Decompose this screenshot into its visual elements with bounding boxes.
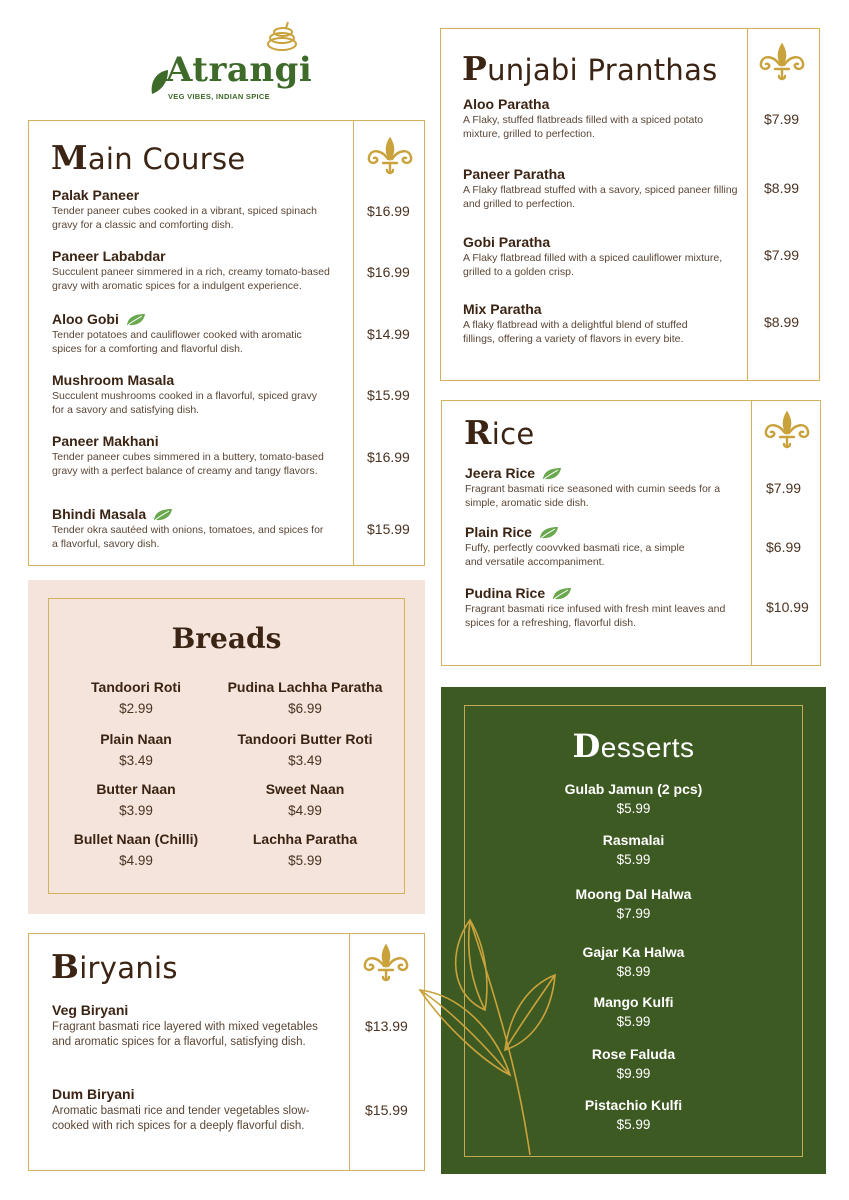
vegan-leaf-icon	[125, 313, 147, 327]
item-name: Aloo Gobi	[52, 311, 119, 327]
brand-tagline: VEG VIBES, INDIAN SPICE	[168, 92, 270, 101]
menu-item	[52, 187, 322, 232]
bread-name: Butter Naan	[96, 781, 176, 797]
vegan-leaf-icon	[538, 526, 560, 540]
item-name: Veg Biryani	[52, 1002, 129, 1018]
item-name: Paneer Paratha	[463, 166, 565, 182]
item-name: Gobi Paratha	[463, 234, 551, 250]
item-desc: Tender okra sautéed with onions, tomatoes, and spices for a flavorful, savory dish.	[52, 524, 324, 550]
main-course-section	[28, 120, 425, 566]
dessert-name: Gulab Jamun (2 pcs)	[564, 781, 703, 797]
menu-item	[52, 433, 327, 478]
bread-name: Lachha Paratha	[252, 831, 358, 847]
bread-price: $4.99	[119, 853, 153, 868]
item-price: $10.99	[766, 599, 809, 615]
bread-item	[225, 831, 385, 868]
item-desc: Aromatic basmati rice and tender vegetables slow-cooked with rich spices for a deeply flavorful dish.	[52, 1105, 310, 1132]
bread-item	[56, 831, 216, 868]
dessert-price: $5.99	[616, 1014, 651, 1029]
bread-price: $3.99	[119, 803, 153, 818]
menu-item	[465, 465, 730, 510]
menu-item	[52, 1002, 322, 1050]
brand-logo	[148, 20, 313, 101]
item-name: Pudina Rice	[465, 585, 546, 601]
bread-name: Pudina Lachha Paratha	[227, 679, 383, 695]
dessert-name: Moong Dal Halwa	[575, 886, 692, 902]
bread-item	[225, 679, 385, 716]
dessert-item	[441, 832, 826, 867]
item-price: $16.99	[367, 203, 410, 219]
item-desc: Fragrant basmati rice layered with mixed vegetables and aromatic spices for a flavorful, satisfying dish.	[52, 1021, 318, 1048]
menu-item	[52, 506, 327, 551]
fleur-de-lis-icon	[762, 411, 812, 451]
main-course-title: Main Course	[51, 138, 246, 177]
item-name: Mushroom Masala	[52, 372, 175, 388]
dessert-item	[441, 781, 826, 816]
item-price: $6.99	[766, 539, 802, 555]
bread-item	[56, 781, 216, 818]
item-name: Dum Biryani	[52, 1086, 135, 1102]
bread-price: $2.99	[119, 701, 153, 716]
item-desc: Fragrant basmati rice seasoned with cumin seeds for a simple, aromatic side dish.	[465, 483, 721, 509]
bread-name: Bullet Naan (Chilli)	[73, 831, 199, 847]
breads-section	[28, 580, 425, 914]
menu-item	[52, 372, 322, 417]
dessert-price: $8.99	[616, 964, 651, 979]
item-desc: Succulent paneer simmered in a rich, creamy tomato-based gravy with aromatic spices for a indulgent experience.	[52, 266, 330, 292]
dessert-price: $5.99	[616, 852, 651, 867]
menu-item	[52, 248, 347, 293]
desserts-title: Desserts	[572, 727, 695, 765]
bread-price: $6.99	[288, 701, 322, 716]
dessert-price: $9.99	[616, 1066, 651, 1081]
item-name: Paneer Makhani	[52, 433, 159, 449]
item-desc: A Flaky flatbread stuffed with a savory, spiced paneer filling and grilled to perfection.	[463, 184, 738, 210]
item-price: $15.99	[367, 387, 410, 403]
brand-name: Atrangi	[166, 50, 313, 90]
bread-item	[56, 679, 216, 716]
item-price: $8.99	[764, 180, 800, 196]
item-price: $15.99	[365, 1102, 408, 1118]
item-desc: Tender paneer cubes cooked in a vibrant, spiced spinach gravy for a classic and comforting dish.	[52, 205, 318, 231]
item-desc: Succulent mushrooms cooked in a flavorful, spiced gravy for a savory and satisfying dish.	[52, 390, 317, 416]
rice-title: Rice	[464, 413, 535, 452]
item-price: $8.99	[764, 314, 800, 330]
menu-item	[463, 96, 728, 141]
menu-item	[463, 166, 738, 211]
item-name: Palak Paneer	[52, 187, 140, 203]
bread-item	[56, 731, 216, 768]
dessert-price: $7.99	[616, 906, 651, 921]
bread-price: $5.99	[288, 853, 322, 868]
item-desc: A Flaky flatbread filled with a spiced cauliflower mixture, grilled to a golden crisp.	[463, 252, 723, 278]
item-price: $16.99	[367, 449, 410, 465]
menu-item	[52, 1086, 322, 1134]
biryanis-title: Biryanis	[51, 947, 178, 986]
menu-item	[465, 524, 705, 569]
pranthas-title: Punjabi Pranthas	[462, 49, 718, 88]
bread-name: Tandoori Butter Roti	[237, 731, 373, 747]
item-desc: A flaky flatbread with a delightful blend of stuffed fillings, offering a variety of flavors in every bite.	[463, 319, 688, 345]
item-price: $16.99	[367, 264, 410, 280]
dessert-name: Mango Kulfi	[593, 994, 674, 1010]
item-desc: Fuffy, perfectly coovvked basmati rice, a simple and versatile accompaniment.	[465, 542, 685, 568]
dessert-name: Rose Faluda	[591, 1046, 676, 1062]
item-price: $13.99	[365, 1018, 408, 1034]
decorative-branch-icon	[410, 900, 570, 1160]
menu-item	[463, 234, 743, 279]
item-desc: Tender potatoes and cauliflower cooked with aromatic spices for a comforting and flavorful dish.	[52, 329, 302, 355]
bread-name: Plain Naan	[100, 731, 172, 747]
dessert-name: Gajar Ka Halwa	[582, 944, 685, 960]
item-desc: Tender paneer cubes simmered in a buttery, tomato-based gravy with a perfect balance of creamy and tangy flavors.	[52, 451, 324, 477]
bread-price: $4.99	[288, 803, 322, 818]
rice-section	[441, 400, 821, 666]
item-price: $14.99	[367, 326, 410, 342]
bread-item	[225, 731, 385, 768]
vegan-leaf-icon	[152, 508, 174, 522]
bread-price: $3.49	[119, 753, 153, 768]
item-price: $7.99	[766, 480, 802, 496]
pranthas-section	[440, 28, 820, 381]
bread-item	[225, 781, 385, 818]
item-name: Bhindi Masala	[52, 506, 147, 522]
item-price: $7.99	[764, 247, 800, 263]
fleur-de-lis-icon	[757, 43, 807, 83]
menu-item	[52, 311, 332, 356]
vegan-leaf-icon	[541, 467, 563, 481]
breads-title: Breads	[171, 622, 282, 655]
dessert-price: $5.99	[616, 1117, 651, 1132]
item-name: Jeera Rice	[465, 465, 536, 481]
item-name: Plain Rice	[465, 524, 532, 540]
item-price: $7.99	[764, 111, 800, 127]
bread-name: Tandoori Roti	[91, 679, 181, 695]
bread-price: $3.49	[288, 753, 322, 768]
dessert-name: Pistachio Kulfi	[584, 1097, 683, 1113]
bread-name: Sweet Naan	[265, 781, 345, 797]
fleur-de-lis-icon	[365, 137, 415, 177]
item-price: $15.99	[367, 521, 410, 537]
dessert-price: $5.99	[616, 801, 651, 816]
fleur-de-lis-icon	[361, 944, 411, 984]
dessert-name: Rasmalai	[602, 832, 665, 848]
item-name: Paneer Lababdar	[52, 248, 166, 264]
item-desc: A Flaky, stuffed flatbreads filled with a spiced potato mixture, grilled to perfection.	[463, 114, 704, 140]
biryanis-section	[28, 933, 425, 1171]
item-name: Aloo Paratha	[463, 96, 550, 112]
menu-item	[465, 585, 745, 630]
item-desc: Fragrant basmati rice infused with fresh mint leaves and spices for a refreshing, flavorful dish.	[465, 603, 726, 629]
menu-item	[463, 301, 713, 346]
vegan-leaf-icon	[551, 587, 573, 601]
item-name: Mix Paratha	[463, 301, 542, 317]
